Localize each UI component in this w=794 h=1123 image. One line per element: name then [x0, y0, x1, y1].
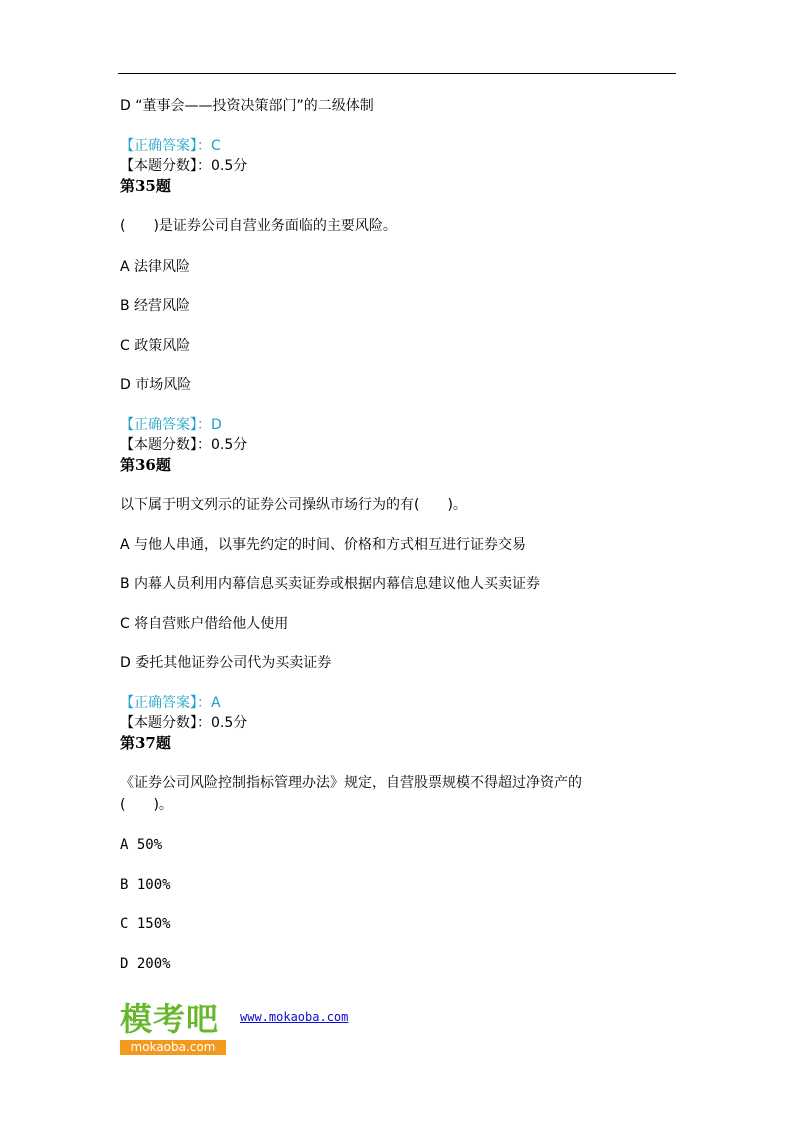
- option-a: A 法律风险: [120, 259, 191, 275]
- option-a: A 与他人串通，以事先约定的时间、价格和方式相互进行证券交易: [120, 537, 527, 553]
- question-score: 【本题分数】：0.5分: [120, 715, 248, 731]
- correct-answer: 【正确答案】：A: [120, 695, 221, 711]
- option-d: D 200%: [120, 956, 171, 972]
- option-d: D 委托其他证券公司代为买卖证券: [120, 655, 332, 671]
- question-stem: ( )是证券公司自营业务面临的主要风险。: [120, 218, 397, 234]
- question-stem: 以下属于明文列示的证券公司操纵市场行为的有( )。: [120, 497, 467, 513]
- website-link[interactable]: www.mokaoba.com: [240, 1010, 349, 1024]
- logo-subtitle: mokaoba.com: [120, 1040, 226, 1055]
- logo-text: 模考吧: [120, 1000, 220, 1038]
- question-stem: 《证券公司风险控制指标管理办法》规定，自营股票规模不得超过净资产的: [120, 775, 582, 791]
- option-d: D 市场风险: [120, 377, 192, 393]
- question-stem-continued: ( )。: [120, 797, 173, 813]
- option-b: B 100%: [120, 877, 171, 893]
- question-title: 第36题: [120, 456, 171, 474]
- question-title: 第35题: [120, 177, 171, 195]
- correct-answer: 【正确答案】：C: [120, 138, 221, 154]
- question-score: 【本题分数】：0.5分: [120, 158, 248, 174]
- header-rule: [118, 73, 676, 74]
- option-c: C 将自营账户借给他人使用: [120, 616, 289, 632]
- option-d-prev-question: D “董事会——投资决策部门”的二级体制: [120, 98, 374, 114]
- correct-answer: 【正确答案】：D: [120, 417, 222, 433]
- question-title: 第37题: [120, 734, 171, 752]
- option-b: B 经营风险: [120, 298, 191, 314]
- option-a: A 50%: [120, 837, 163, 853]
- option-b: B 内幕人员利用内幕信息买卖证券或根据内幕信息建议他人买卖证券: [120, 576, 541, 592]
- mokaoba-logo: [120, 1000, 228, 1056]
- question-score: 【本题分数】：0.5分: [120, 437, 248, 453]
- option-c: C 政策风险: [120, 338, 191, 354]
- option-c: C 150%: [120, 916, 171, 932]
